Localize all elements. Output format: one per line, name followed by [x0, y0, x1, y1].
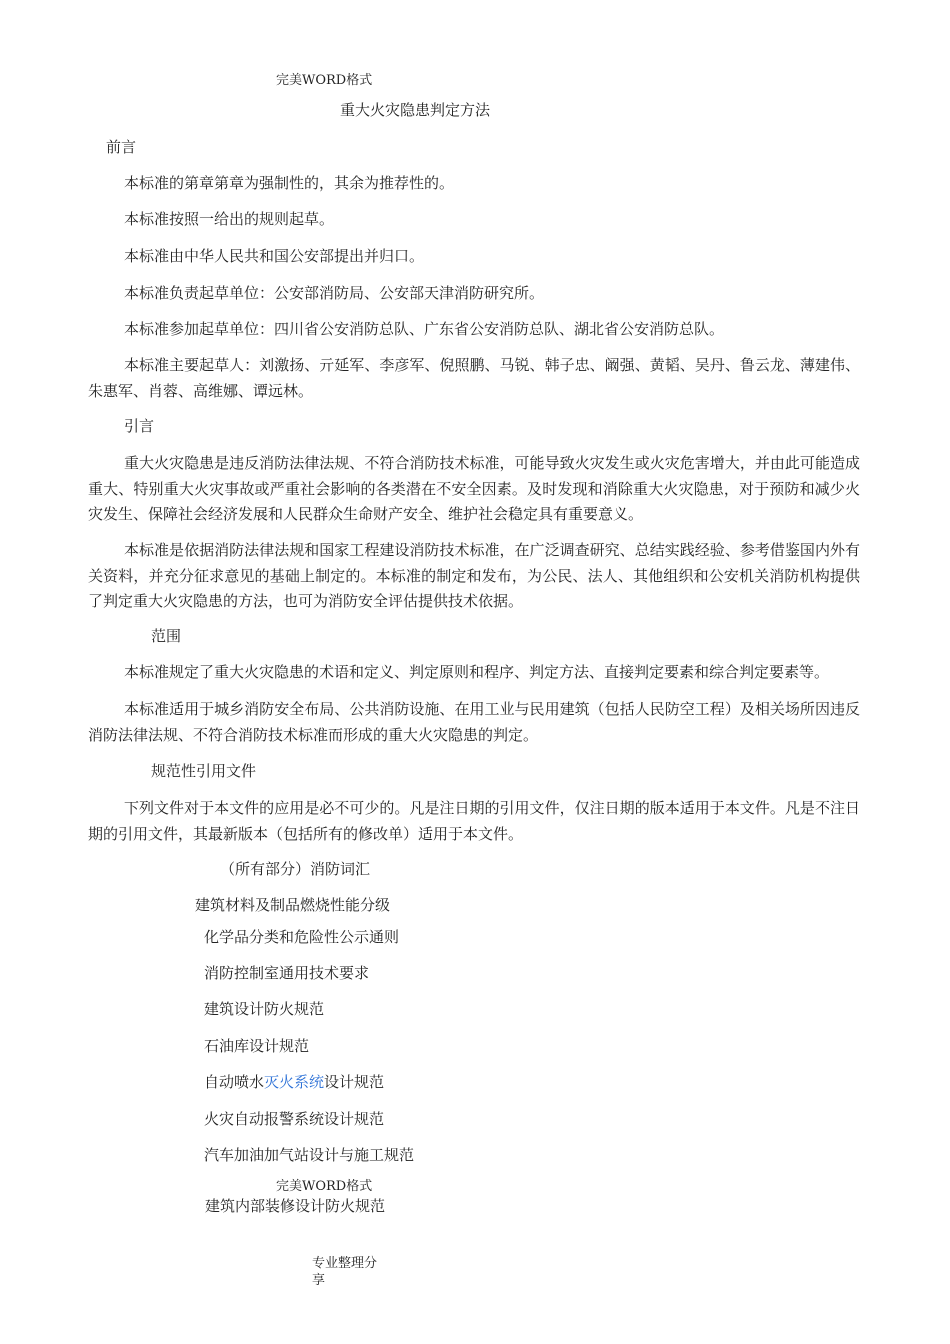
- reference-item: 火灾自动报警系统设计规范: [204, 1110, 385, 1128]
- preface-line: 本标准参加起草单位：四川省公安消防总队、广东省公安消防总队、湖北省公安消防总队。: [124, 320, 725, 338]
- reference-item: 消防控制室通用技术要求: [204, 964, 370, 982]
- intro-paragraph: 本标准是依据消防法律法规和国家工程建设消防技术标准，在广泛调查研究、总结实践经验、参考借鉴国内外有关资料，并充分征求意见的基础上制定的。本标准的制定和发布，为公民、法人、其他组织和公安机关消防机构提供了判定重大火灾隐患的方法，也可为消防安全评估提供技术依据。: [88, 541, 860, 610]
- reference-item-sprinkler: [204, 1072, 384, 1092]
- reference-item: 建筑材料及制品燃烧性能分级: [195, 896, 391, 914]
- document-title: 重大火灾隐患判定方法: [340, 101, 491, 119]
- reference-item: 建筑设计防火规范: [204, 1000, 325, 1018]
- scope-paragraph: 本标准规定了重大火灾隐患的术语和定义、判定原则和程序、判定方法、直接判定要素和综合判定要素等。: [124, 663, 830, 681]
- page-header-repeat: 完美WORD格式: [276, 1179, 373, 1194]
- preface-heading: 前言: [106, 138, 137, 156]
- reference-item: 建筑内部装修设计防火规范: [205, 1197, 386, 1215]
- reference-text: 自动喷水: [204, 1073, 265, 1091]
- preface-drafters: 本标准主要起草人：刘激扬、亓延军、李彦军、倪照鹏、马锐、韩子忠、阚强、黄韬、吴丹、鲁云龙、薄建伟、朱惠军、肖蓉、高维娜、谭远林。: [88, 356, 860, 400]
- page-footer-line: 专业整理分: [312, 1256, 378, 1271]
- reference-item: （所有部分）消防词汇: [220, 860, 371, 878]
- preface-line: 本标准按照一给出的规则起草。: [124, 210, 335, 228]
- reference-item: 汽车加油加气站设计与施工规范: [204, 1146, 415, 1164]
- page-header: 完美WORD格式: [276, 73, 373, 88]
- normative-heading: 规范性引用文件: [151, 762, 257, 780]
- page-footer-line: 享: [312, 1273, 326, 1288]
- preface-line: 本标准由中华人民共和国公安部提出并归口。: [124, 247, 425, 265]
- scope-paragraph: 本标准适用于城乡消防安全布局、公共消防设施、在用工业与民用建筑（包括人民防空工程）及相关场所因违反消防法律法规、不符合消防技术标准而形成的重大火灾隐患的判定。: [88, 700, 860, 744]
- reference-item: 石油库设计规范: [204, 1037, 310, 1055]
- intro-paragraph: 重大火灾隐患是违反消防法律法规、不符合消防技术标准，可能导致火灾发生或火灾危害增大，并由此可能造成重大、特别重大火灾事故或严重社会影响的各类潜在不安全因素。及时发现和消除重大火灾隐患，对于预防和减少火灾发生、保障社会经济发展和人民群众生命财产安全、维护社会稳定具有重要意义。: [88, 454, 860, 523]
- intro-heading: 引言: [124, 417, 155, 435]
- reference-item: 化学品分类和危险性公示通则: [204, 928, 400, 946]
- reference-text: 设计规范: [324, 1073, 385, 1091]
- scope-heading: 范围: [151, 627, 182, 645]
- preface-line: 本标准的第章第章为强制性的，其余为推荐性的。: [124, 174, 455, 192]
- normative-paragraph: 下列文件对于本文件的应用是必不可少的。凡是注日期的引用文件，仅注日期的版本适用于本文件。凡是不注日期的引用文件，其最新版本（包括所有的修改单）适用于本文件。: [88, 799, 860, 843]
- preface-line: 本标准负责起草单位：公安部消防局、公安部天津消防研究所。: [124, 284, 545, 302]
- fire-extinguishing-system-link[interactable]: 灭火系统: [264, 1073, 325, 1091]
